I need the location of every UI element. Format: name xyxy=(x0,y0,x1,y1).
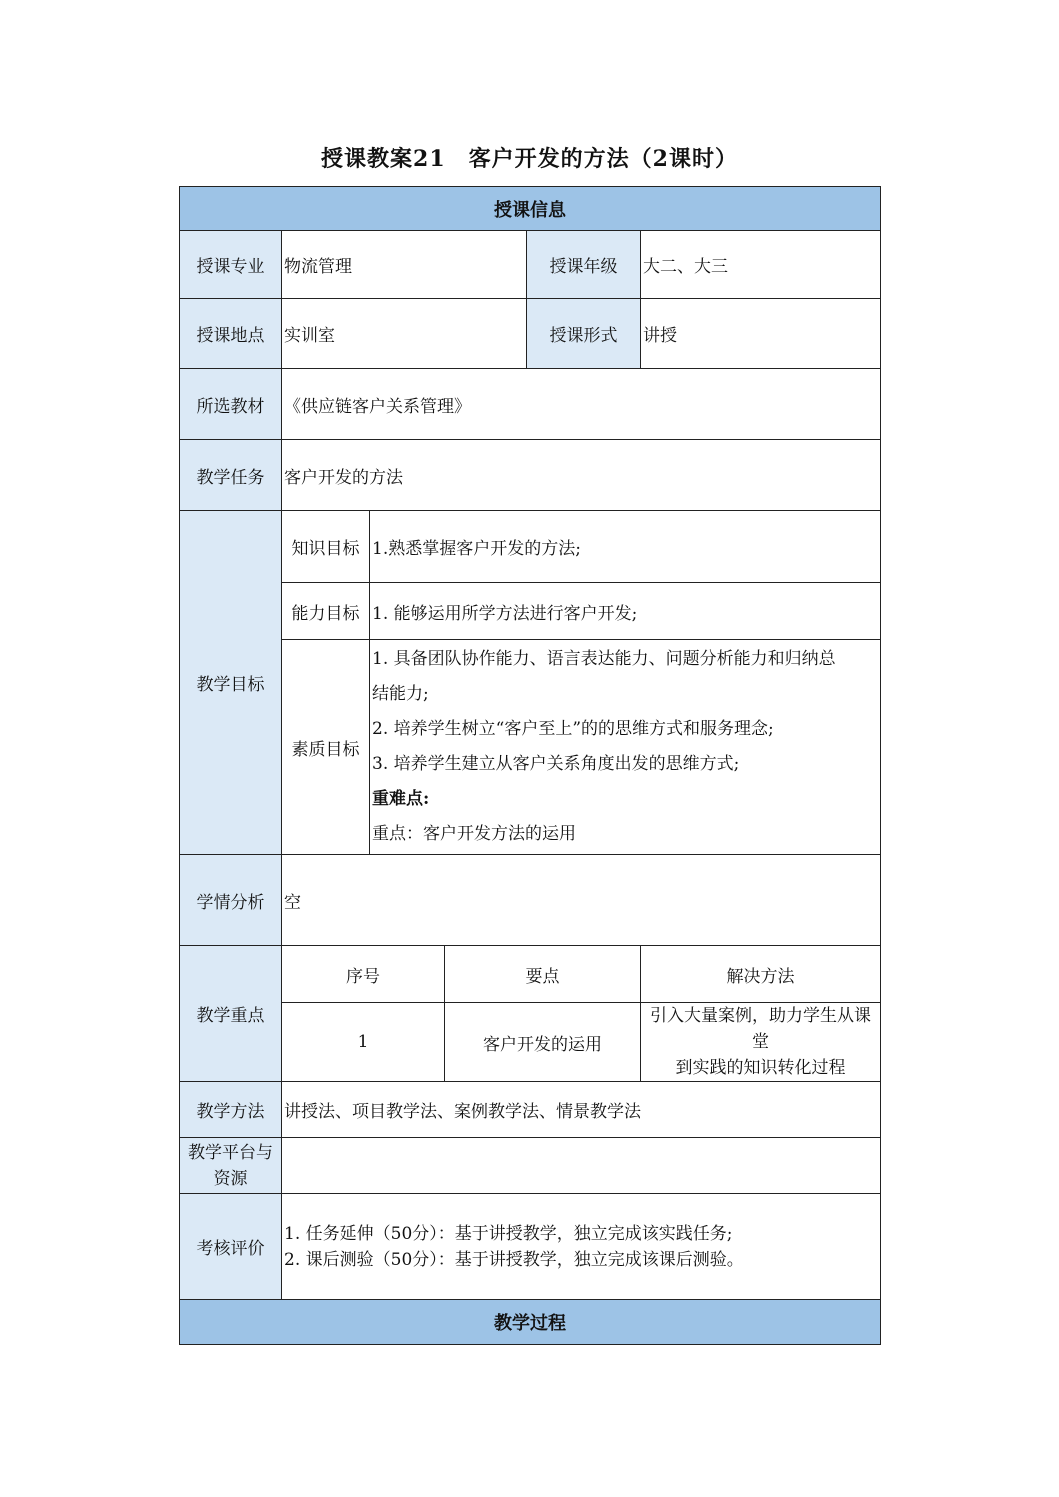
task-label: 教学任务 xyxy=(180,440,282,511)
methods-label: 教学方法 xyxy=(180,1082,282,1138)
row-platform xyxy=(180,1138,881,1194)
row-goal-knowledge xyxy=(180,511,881,583)
location-label: 授课地点 xyxy=(180,299,282,369)
location-value: 实训室 xyxy=(282,299,527,369)
row-analysis xyxy=(180,855,881,946)
row-goal-quality xyxy=(180,640,881,855)
row-major-grade xyxy=(180,231,881,299)
row-textbook xyxy=(180,369,881,440)
keypoints-col-point: 要点 xyxy=(445,946,641,1003)
methods-value: 讲授法、项目教学法、案例教学法、情景教学法 xyxy=(282,1082,881,1138)
platform-label-line: 教学平台与 xyxy=(188,1142,273,1163)
major-value: 物流管理 xyxy=(282,231,527,299)
row-assessment xyxy=(180,1194,881,1300)
platform-label-line: 资源 xyxy=(213,1168,248,1189)
form-value: 讲授 xyxy=(641,299,881,369)
form-label: 授课形式 xyxy=(527,299,641,369)
row-goal-ability xyxy=(180,583,881,640)
quality-goal-value xyxy=(370,640,881,855)
section-header-row xyxy=(180,187,881,231)
quality-line: 结能力; xyxy=(372,684,429,704)
row-location-form xyxy=(180,299,881,369)
assessment-line: 2. 课后测验（50分）：基于讲授教学，独立完成该课后测验。 xyxy=(284,1249,744,1270)
difficulty-heading: 重难点: xyxy=(372,789,430,809)
section-info-header: 授课信息 xyxy=(180,187,881,231)
assessment-label: 考核评价 xyxy=(180,1194,282,1300)
row-task xyxy=(180,440,881,511)
ability-goal-value: 1. 能够运用所学方法进行客户开发; xyxy=(370,583,881,640)
platform-value xyxy=(282,1138,881,1194)
section-process-row xyxy=(180,1300,881,1345)
solution-line: 到实践的知识转化过程 xyxy=(675,1058,846,1078)
row-keypoints-header xyxy=(180,946,881,1003)
textbook-value: 《供应链客户关系管理》 xyxy=(282,369,881,440)
row-methods xyxy=(180,1082,881,1138)
goals-label: 教学目标 xyxy=(180,511,282,855)
platform-label xyxy=(180,1138,282,1194)
lesson-plan-table xyxy=(179,186,881,1345)
quality-line: 3. 培养学生建立从客户关系角度出发的思维方式; xyxy=(372,754,740,774)
quality-line: 1. 具备团队协作能力、语言表达能力、问题分析能力和归纳总 xyxy=(372,649,836,669)
quality-goal-label: 素质目标 xyxy=(282,640,370,855)
assessment-line: 1. 任务延伸（50分）：基于讲授教学，独立完成该实践任务; xyxy=(284,1223,733,1244)
keypoints-col-no: 序号 xyxy=(282,946,445,1003)
task-value: 客户开发的方法 xyxy=(282,440,881,511)
keypoint-solution xyxy=(641,1003,881,1082)
table-row xyxy=(180,1003,881,1082)
keypoint-no: 1 xyxy=(282,1003,445,1082)
knowledge-goal-label: 知识目标 xyxy=(282,511,370,583)
analysis-value: 空 xyxy=(282,855,881,946)
textbook-label: 所选教材 xyxy=(180,369,282,440)
analysis-label: 学情分析 xyxy=(180,855,282,946)
keypoints-col-solution: 解决方法 xyxy=(641,946,881,1003)
keypoint-point: 客户开发的运用 xyxy=(445,1003,641,1082)
keypoints-label: 教学重点 xyxy=(180,946,282,1082)
page-title: 授课教案21 客户开发的方法（2课时） xyxy=(321,146,738,172)
major-label: 授课专业 xyxy=(180,231,282,299)
difficulty-value: 重点：客户开发方法的运用 xyxy=(372,824,576,844)
section-process-header: 教学过程 xyxy=(180,1300,881,1345)
quality-line: 2. 培养学生树立“客户至上”的的思维方式和服务理念; xyxy=(372,719,774,739)
assessment-value xyxy=(282,1194,881,1300)
ability-goal-label: 能力目标 xyxy=(282,583,370,640)
grade-label: 授课年级 xyxy=(527,231,641,299)
grade-value: 大二、大三 xyxy=(641,231,881,299)
knowledge-goal-value: 1.熟悉掌握客户开发的方法; xyxy=(370,511,881,583)
solution-line: 引入大量案例，助力学生从课堂 xyxy=(650,1006,872,1052)
